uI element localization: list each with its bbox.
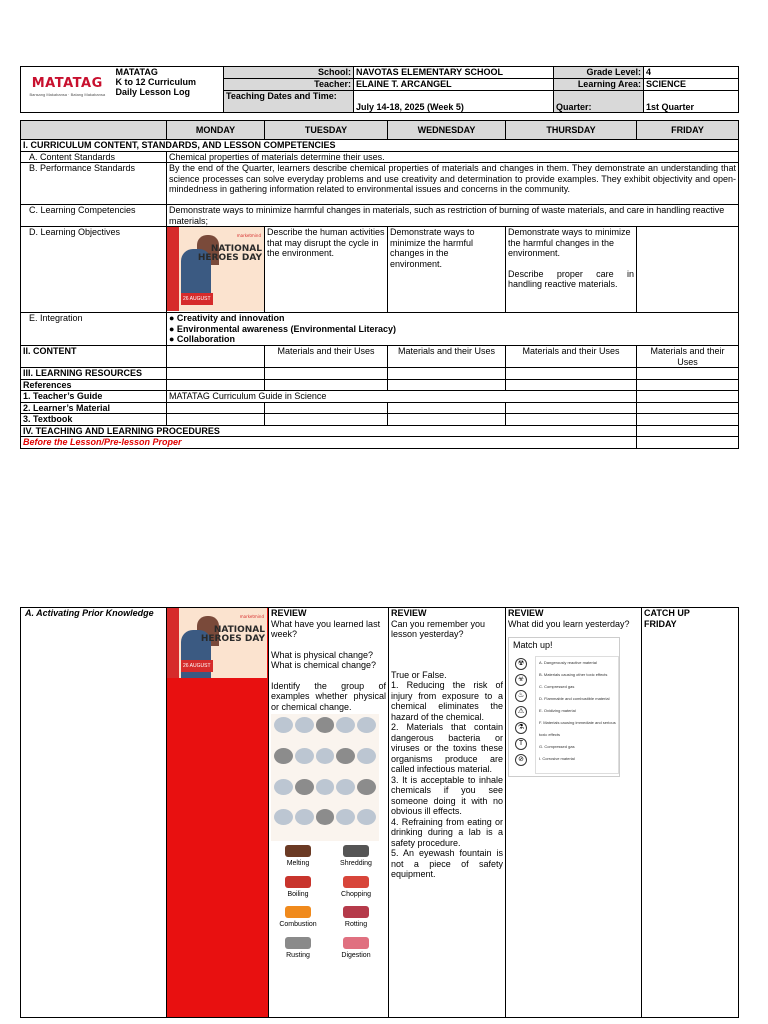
match-option: D. Flammable and combustible material — [539, 696, 610, 701]
wednesday-apk — [389, 608, 506, 1018]
icon-label: Rotting — [344, 921, 368, 928]
integration-label: E. Integration — [21, 313, 167, 346]
match-option: G. Compressed gas — [539, 744, 575, 749]
area-label: Learning Area: — [554, 79, 644, 91]
true-or-false-title: True or False. — [391, 669, 447, 680]
teacher-label: Teacher: — [224, 79, 354, 91]
rusting-icon — [271, 937, 325, 962]
poster-date: 26 AUGUST — [181, 293, 213, 306]
competencies-label: C. Learning Competencies — [21, 205, 167, 227]
match-option: A. Dangerously reactive material — [539, 660, 597, 665]
icon-label: Combustion — [279, 921, 317, 928]
dates-value: July 14-18, 2025 (Week 5) — [354, 91, 554, 113]
apk-label: A. Activating Prior Knowledge — [21, 608, 167, 1018]
teacher-value: ELAINE T. ARCANGEL — [354, 79, 554, 91]
day-header-thursday: THURSDAY — [506, 121, 637, 140]
competencies-value: Demonstrate ways to minimize harmful changes in materials, such as restriction of burning of waste materials, and care in handling reactive materials; — [167, 205, 739, 227]
thursday-objective-1: Demonstrate ways to minimize the harmful changes in the environment. — [508, 227, 631, 258]
tf-item: 4. Refraining from eating or drinking during a lab is a safety procedure. — [391, 816, 503, 848]
content-standards-label: A. Content Standards — [21, 151, 167, 163]
tuesday-question-2: What is physical change? What is chemical change? — [271, 649, 377, 670]
thursday-objective — [506, 227, 637, 313]
references-label: References — [21, 379, 167, 391]
tuesday-objective: Describe the human activities that may disrupt the cycle in the environment. — [265, 227, 388, 313]
friday-title-line: CATCH UP — [644, 608, 690, 618]
icon-label: Digestion — [341, 951, 371, 959]
integration-item: ● Environmental awareness (Environmental Literacy) — [169, 323, 397, 334]
hazard-symbol-icon: ♨ — [515, 690, 527, 702]
heroes-day-poster — [167, 608, 267, 678]
integration-value — [167, 313, 739, 346]
grade-label: Grade Level: — [554, 67, 644, 79]
poster-title — [201, 626, 265, 644]
tuesday-content: Materials and their Uses — [265, 346, 388, 368]
hazard-symbol-icon: ⚗ — [515, 722, 527, 734]
wednesday-review-title: REVIEW — [391, 608, 427, 618]
match-option: E. Oxidizing material — [539, 708, 576, 713]
heroes-day-poster — [167, 227, 264, 311]
match-up-image — [508, 637, 620, 777]
logo-tagline: Bansang Makabansa · Batang Makabansa — [29, 91, 106, 97]
wednesday-content: Materials and their Uses — [388, 346, 506, 368]
teachers-guide-value: MATATAG Curriculum Guide in Science — [167, 391, 637, 403]
day-header-tuesday: TUESDAY — [265, 121, 388, 140]
match-option: C. Compressed gas — [539, 684, 575, 689]
hazard-symbol-icon: ⚠ — [515, 706, 527, 718]
procedures-label: IV. TEACHING AND LEARNING PROCEDURES — [21, 425, 637, 437]
day-header-friday: FRIDAY — [637, 121, 739, 140]
match-up-list — [535, 656, 619, 774]
before-lesson-label: Before the Lesson/Pre-lesson Proper — [21, 437, 637, 449]
icon-label: Boiling — [287, 890, 309, 898]
day-header-monday: MONDAY — [167, 121, 265, 140]
hazard-symbol-icon: ☣ — [515, 674, 527, 686]
chopping-icon — [329, 876, 383, 901]
grade-value: 4 — [644, 67, 739, 79]
area-value: SCIENCE — [644, 79, 739, 91]
learners-material-label: 2. Learner’s Material — [21, 402, 167, 414]
integration-item: ● Collaboration — [169, 334, 235, 344]
boiling-icon — [271, 876, 325, 901]
friday-objective — [637, 227, 739, 313]
teachers-guide-label: 1. Teacher’s Guide — [21, 391, 167, 403]
melting-icon — [271, 845, 325, 870]
thursday-content: Materials and their Uses — [506, 346, 637, 368]
poster-title-line: HEROES DAY — [200, 634, 265, 644]
lesson-log-table — [20, 120, 739, 449]
hazard-symbol-icon: ⊘ — [515, 754, 527, 766]
day-header-wednesday: WEDNESDAY — [388, 121, 506, 140]
match-option: B. Materials causing other toxic effects — [539, 672, 608, 677]
match-up-title: Match up! — [513, 640, 553, 650]
tf-item: 2. Materials that contain dangerous bacteria or viruses or the toxins these organisms produce are called infectious material. — [391, 722, 503, 774]
poster-brand: marketmind — [239, 614, 264, 619]
shredding-icon — [329, 845, 383, 870]
logo — [21, 67, 114, 113]
friday-apk — [642, 608, 739, 1018]
icon-label: Rusting — [286, 951, 310, 959]
quarter-value: 1st Quarter — [644, 91, 739, 113]
quarter-label: Quarter: — [554, 91, 644, 113]
tuesday-question-1: What have you learned last week? — [271, 618, 381, 639]
doc-title-line: MATATAG — [115, 67, 158, 77]
poster-title — [198, 245, 262, 263]
thursday-review-title: REVIEW — [508, 608, 544, 618]
school-label: School: — [224, 67, 354, 79]
content-label: II. CONTENT — [21, 346, 167, 368]
rotting-icon — [329, 906, 383, 931]
school-value: NAVOTAS ELEMENTARY SCHOOL — [354, 67, 554, 79]
poster-title-line: NATIONAL — [210, 244, 262, 254]
tuesday-apk — [269, 608, 389, 1018]
monday-objective-image — [167, 227, 265, 313]
performance-standards-value: By the end of the Quarter, learners describe chemical properties of materials and changes in them. They demonstrate an understanding that science processes can solve everyday problems and use creativity and determination to provide examples. They exhibit objectivity and open-mindedness in gathering information related to environmental issues and concerns in the community. — [167, 163, 739, 205]
icon-label: Chopping — [341, 890, 371, 898]
match-option: F. Materials causing immediate and serious toxic effects — [539, 720, 616, 737]
hazard-symbol-icon: T — [515, 738, 527, 750]
tf-item: 5. An eyewash fountain is not a piece of safety equipment. — [391, 848, 503, 879]
doc-title-line: K to 12 Curriculum — [115, 77, 197, 87]
hazard-symbol-icon: ☢ — [515, 658, 527, 670]
tf-item: 3. It is acceptable to inhale chemicals if you see someone doing it with no obvious ill effects. — [391, 774, 503, 816]
thursday-apk — [506, 608, 642, 1018]
doc-title-line: Daily Lesson Log — [115, 87, 191, 97]
doc-title — [114, 67, 224, 113]
icon-label: Shredding — [340, 860, 372, 867]
combustion-icon — [271, 906, 325, 931]
digestion-icon — [329, 937, 383, 962]
match-option: I. Corrosive material — [539, 756, 575, 761]
change-examples-image — [271, 714, 379, 841]
section-1-heading: I. CURRICULUM CONTENT, STANDARDS, AND LESSON COMPETENCIES — [21, 140, 739, 152]
integration-item: ● Creativity and innovation — [169, 313, 285, 323]
resources-label: III. LEARNING RESOURCES — [21, 368, 167, 380]
friday-content: Materials and their Uses — [637, 346, 739, 368]
textbook-label: 3. Textbook — [21, 414, 167, 426]
poster-brand: marketmind — [236, 233, 261, 238]
poster-date: 26 AUGUST — [181, 660, 213, 673]
logo-text: MATATAG — [31, 76, 103, 91]
icon-label: Melting — [286, 860, 310, 867]
monday-apk — [167, 608, 269, 1018]
thursday-objective-2: Describe proper care in handling reactive materials. — [508, 268, 634, 289]
poster-title-line: NATIONAL — [213, 625, 265, 635]
wednesday-objective: Demonstrate ways to minimize the harmful changes in the environment. — [388, 227, 506, 313]
thursday-question-1: What did you learn yesterday? — [508, 618, 630, 629]
tf-item: 1. Reducing the risk of injury from exposure to a chemical eliminates the hazard of the chemical. — [391, 680, 503, 722]
dates-label: Teaching Dates and Time: — [224, 91, 354, 113]
header-table — [20, 66, 739, 113]
friday-title-line: FRIDAY — [644, 618, 677, 629]
change-icons — [271, 845, 383, 961]
tuesday-review-title: REVIEW — [271, 608, 307, 618]
objectives-label: D. Learning Objectives — [21, 227, 167, 313]
tuesday-question-3: Identify the group of examples whether physical or chemical change. — [271, 680, 386, 712]
wednesday-question-1: Can you remember you lesson yesterday? — [391, 618, 486, 639]
activating-prior-knowledge-table — [20, 607, 739, 1018]
poster-title-line: HEROES DAY — [197, 253, 262, 263]
performance-standards-label: B. Performance Standards — [21, 163, 167, 205]
content-standards-value: Chemical properties of materials determine their uses. — [167, 151, 739, 163]
